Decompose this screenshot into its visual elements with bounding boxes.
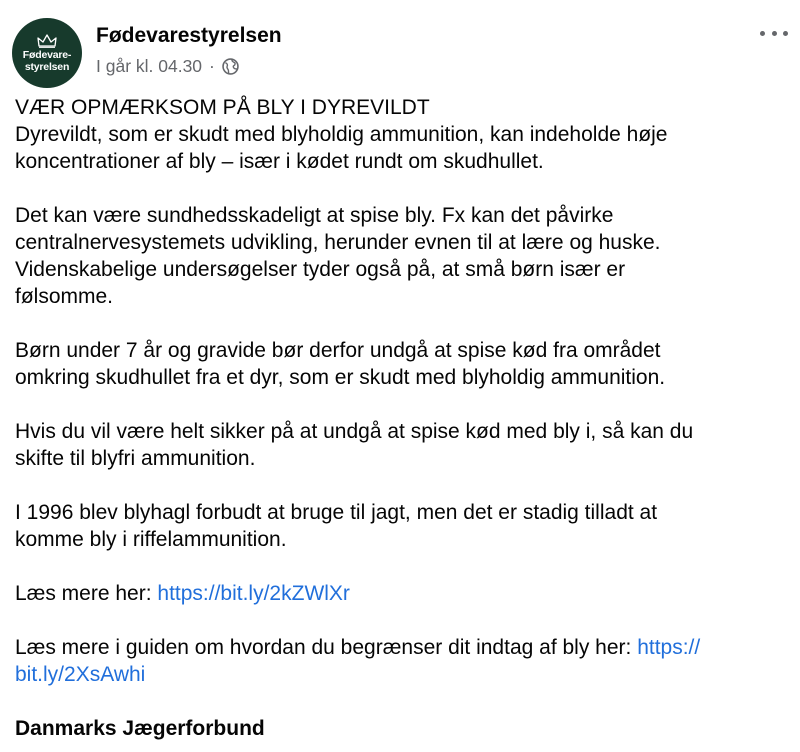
guide-paragraph bbox=[15, 634, 790, 688]
text-line: VÆR OPMÆRKSOM PÅ BLY I DYREVILDT bbox=[15, 96, 430, 119]
post-meta bbox=[96, 54, 239, 78]
more-dot bbox=[772, 31, 777, 36]
read-more-link[interactable]: https://bit.ly/2kZWlXr bbox=[157, 582, 350, 605]
text-line bbox=[15, 580, 790, 607]
more-options-icon[interactable] bbox=[760, 26, 788, 40]
text-line: skifte til blyfri ammunition. bbox=[15, 447, 256, 470]
text-line: I 1996 blev blyhagl forbudt at bruge til jagt, men det er stadig tilladt at bbox=[15, 501, 658, 524]
more-dot bbox=[783, 31, 788, 36]
paragraph bbox=[15, 202, 790, 310]
text-line: følsomme. bbox=[15, 285, 114, 308]
text-line: Det kan være sundhedsskadeligt at spise bly. Fx kan det påvirke bbox=[15, 204, 614, 227]
more-dot bbox=[760, 31, 765, 36]
text-line: Hvis du vil være helt sikker på at undgå at spise kød med bly i, så kan du bbox=[15, 420, 694, 443]
avatar-text-line1: Fødevare- bbox=[22, 48, 72, 61]
text-line: centralnervesystemets udvikling, herunder evnen til at lære og huske. bbox=[15, 231, 661, 254]
paragraph bbox=[15, 337, 790, 391]
paragraph bbox=[15, 94, 790, 175]
text-line: komme bly i riffelammunition. bbox=[15, 528, 287, 551]
meta-separator: · bbox=[209, 56, 215, 76]
guide-label: Læs mere i guiden om hvordan du begrænser dit indtag af bly her: bbox=[15, 636, 638, 659]
text-line: omkring skudhullet fra et dyr, som er skudt med blyholdig ammunition. bbox=[15, 366, 666, 389]
text-line: Børn under 7 år og gravide bør derfor undgå at spise kød fra området bbox=[15, 339, 661, 362]
text-line: Dyrevildt, som er skudt med blyholdig ammunition, kan indeholde høje bbox=[15, 123, 668, 146]
page-name-link[interactable]: Fødevarestyrelsen bbox=[96, 24, 282, 47]
guide-link[interactable]: https:// bbox=[637, 636, 701, 659]
paragraph bbox=[15, 418, 790, 472]
crown-icon bbox=[37, 34, 57, 48]
text-line: koncentrationer af bly – især i kødet rundt om skudhullet. bbox=[15, 150, 544, 173]
read-more-paragraph bbox=[15, 580, 790, 607]
globe-icon bbox=[222, 58, 239, 75]
text-line bbox=[15, 661, 790, 688]
avatar[interactable] bbox=[12, 18, 82, 88]
text-line: Videnskabelige undersøgelser tyder også på, at små børn især er bbox=[15, 258, 626, 281]
text-line bbox=[15, 634, 790, 661]
signature: Danmarks Jægerforbund bbox=[15, 717, 265, 740]
guide-link-continued[interactable]: bit.ly/2XsAwhi bbox=[15, 663, 146, 686]
paragraph bbox=[15, 499, 790, 553]
avatar-text-line2: styrelsen bbox=[24, 60, 70, 73]
read-more-label: Læs mere her: bbox=[15, 582, 158, 605]
post-timestamp[interactable]: I går kl. 04.30 bbox=[96, 56, 203, 76]
post-body bbox=[15, 94, 790, 742]
post-header bbox=[12, 14, 788, 84]
